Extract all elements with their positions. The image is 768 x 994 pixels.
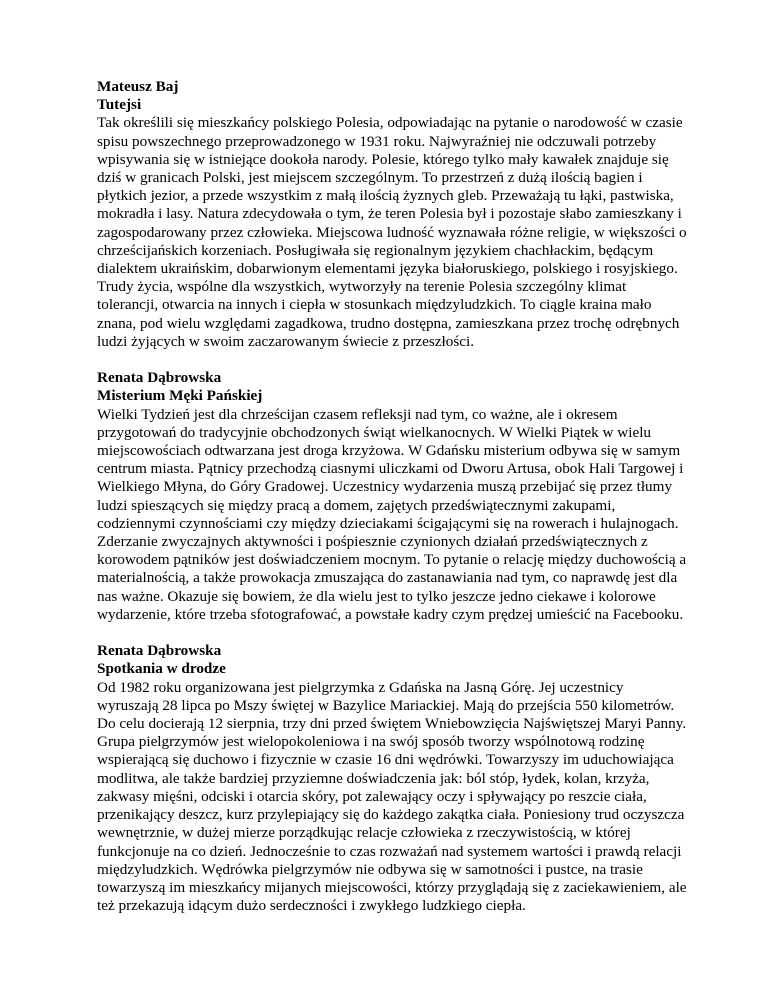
entry-author: Mateusz Baj [97, 78, 179, 95]
entry-title: Misterium Męki Pańskiej [97, 387, 263, 405]
entry-body: Wielki Tydzień jest dla chrześcijan czasem refleksji nad tym, co ważne, ale i okresem przygotowań do tradycyjnie obchodzonych świąt wielkanocnych. W Wielki Piątek w wielu miejscowościach odtwarzana jest droga krzyżowa. W Gdańsku misterium odbywa się w samym centrum miasta. Pątnicy przechodzą ciasnymi uliczkami od Dworu Artusa, obok Hali Targowej i Wielkiego Młyna, do Góry Gradowej. Uczestnicy wydarzenia muszą przebijać się przez tłumy ludzi spieszących się między pracą a domem, zajętych przedświątecznymi zakupami, codziennymi czynnościami czy między dzieciakami ścigającymi się na rowerach i hulajnogach. Zderzanie zwyczajnych aktywności i pośpiesznie czynionych działań przedświątecznych z korowodem pątników jest doświadczeniem mocnym. To pytanie o relację między duchowością a materialnością, a także prowokacja zmuszająca do zastanawiania nad tym, co naprawdę jest dla nas ważne. Okazuje się bowiem, że dla wielu jest to tylko jeszcze jedno ciekawe i kolorowe wydarzenie, które trzeba sfotografować, a powstałe kadry czym prędzej umieścić na Facebooku. [97, 405, 687, 623]
entry-spotkania [97, 642, 687, 915]
entry-misterium [97, 369, 687, 624]
entry-title: Tutejsi [97, 96, 142, 114]
document-page [97, 78, 687, 934]
entry-author: Renata Dąbrowska [97, 369, 222, 387]
entry-body: Od 1982 roku organizowana jest pielgrzymka z Gdańska na Jasną Górę. Jej uczestnicy wyruszają 28 lipca po Mszy świętej w Bazylice Mariackiej. Mają do przejścia 550 kilometrów. Do celu docierają 12 sierpnia, trzy dni przed świętem Wniebowzięcia Najświętszej Maryi Panny. Grupa pielgrzymów jest wielopokoleniowa i na swój sposób tworzy wspólnotową rodzinę wspierającą się duchowo i fizycznie w czasie 16 dni wędrówki. Towarzyszy im uduchowiająca modlitwa, ale także bardziej przyziemne doświadczenia jak: ból stóp, łydek, kolan, krzyża, zakwasy mięśni, odciski i otarcia skóry, pot zalewający oczy i spływający po reszcie ciała, przenikający deszcz, kurz przylepiający się do każdego zakątka ciała. Poniesiony trud oczyszcza wewnętrznie, w dużej mierze porządkując relacje człowieka z rzeczywistością, w której funkcjonuje na co dzień. Jednocześnie to czas rozważań nad systemem wartości i prawdą relacji międzyludzkich. Wędrówka pielgrzymów nie odbywa się w samotności i pustce, na trasie towarzyszą im mieszkańcy mijanych miejscowości, którzy przyglądają się z zaciekawieniem, ale też przekazują idącym dużo serdeczności i zwykłego ludzkiego ciepła. [97, 678, 687, 915]
entry-title: Spotkania w drodze [97, 660, 226, 678]
entry-body: Tak określili się mieszkańcy polskiego Polesia, odpowiadając na pytanie o narodowość w czasie spisu powszechnego przeprowadzonego w 1931 roku. Najwyraźniej nie odczuwali potrzeby wpisywania się w istniejące dookoła narody. Polesie, którego tylko mały kawałek znajduje się dziś w granicach Polski, jest miejscem szczególnym. To przestrzeń z dużą ilością bagien i płytkich jezior, a przede wszystkim z małą ilością żyznych gleb. Przeważają tu łąki, pastwiska, mokradła i lasy. Natura zdecydowała o tym, że teren Polesia był i pozostaje słabo zamieszkany i zagospodarowany przez człowieka. Miejscowa ludność wyznawała różne religie, w większości o chrześcijańskich korzeniach. Posługiwała się regionalnym językiem chachłackim, będącym dialektem ukraińskim, dobarwionym elementami języka białoruskiego, polskiego i rosyjskiego. Trudy życia, wspólne dla wszystkich, wytworzyły na terenie Polesia szczególny klimat tolerancji, otwarcia na innych i ciepła w stosunkach międzyludzkich. To ciągle kraina mało znana, pod wielu względami zagadkowa, trudno dostępna, zamieszkana przez trochę odrębnych ludzi żyjących w swoim zaczarowanym świecie z przeszłości. [97, 114, 687, 350]
entry-author: Renata Dąbrowska [97, 642, 222, 660]
entry-tutejsi [97, 78, 687, 351]
